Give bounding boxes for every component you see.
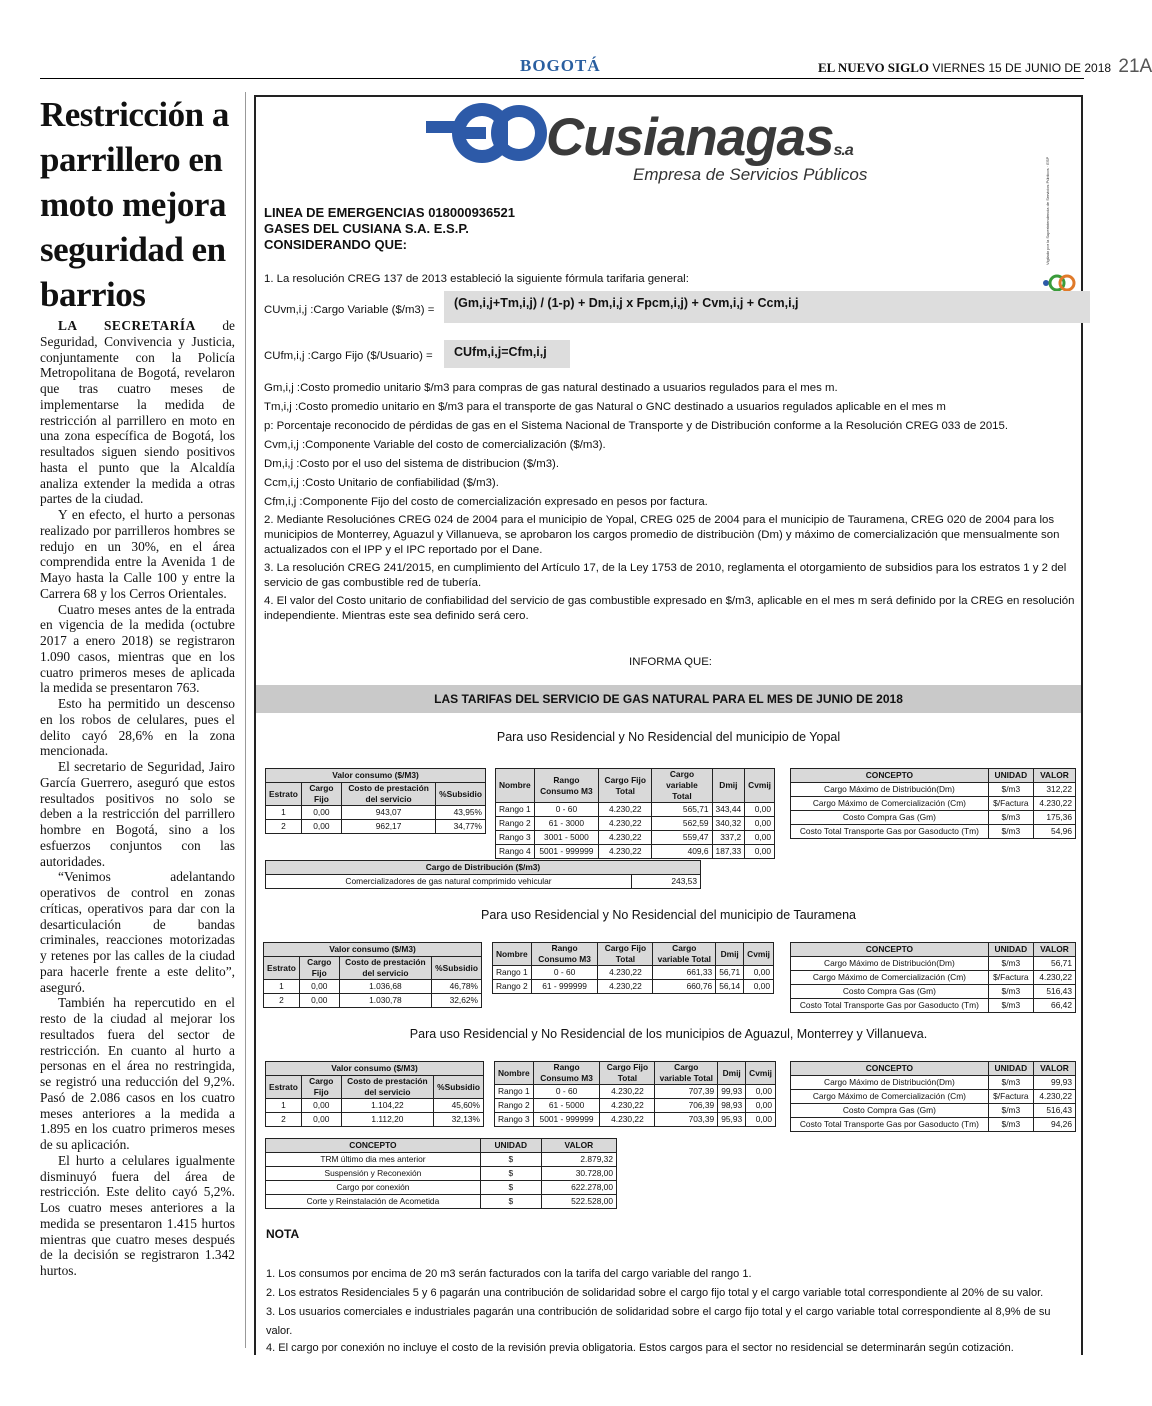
table-row: 1 0,00 1.104,22 45,60% [266, 1099, 484, 1113]
emergency-block [264, 205, 515, 253]
table-row: Cargo Máximo de Distribución(Dm) $/m3 99,93 [791, 1076, 1076, 1090]
table-row: 2 0,00 962,17 34,77% [266, 820, 486, 834]
definition: Dm,i,j :Costo por el uso del sistema de distribucion ($/m3). [264, 458, 560, 470]
aguazul-rangos-table: Nombre Rango Consumo M3 Cargo Fijo Total Cargo variable Total Dmij Cvmij Rango 1 0 - 60 4.230,22 707,39 99,93 0,00 Rango 2 61 - 5000 4.230,22 706,39 98,93 0,00 Rango 3 5001 - 999999 4.230,22 703,39 95,93 0,00 [494, 1061, 776, 1127]
table-row: Cargo Máximo de Comercialización (Cm) $/Factura 4.230,22 [791, 971, 1076, 985]
point-4: 4. El valor del Costo unitario de confiabilidad del servicio de gas combustible expresado en $/m3, aplicable en el mes m será definido por la CREG en resolución independiente. Mientras este sea definido será cero. [264, 595, 1075, 622]
table-row: Costo Total Transporte Gas por Gasoducto (Tm) $/m3 54,96 [791, 825, 1076, 839]
notes-list [266, 1265, 1076, 1355]
header-rule [40, 78, 1084, 79]
table-row: 1 0,00 943,07 43,95% [266, 806, 486, 820]
article-paragraph: Y en efecto, el hurto a personas realizado por parrilleros hombres se redujo en un 30%, en el área comprendida entre la Avenida 1 de Mayo hasta la Calle 100 y entre la Carrera 68 y los Cerros Orientales. [40, 507, 235, 601]
yopal-rangos-table: Nombre Rango Consumo M3 Cargo Fijo Total Cargo variable Total Dmij Cvmij Rango 1 0 - 60 4.230,22 565,71 343,44 0,00 Rango 2 61 - 3000 4.230,22 562,59 340,32 0,00 Rango 3 3001 - 5000 4.230,22 559,47 337,2 0,00 Rango 4 5001 - 999999 4.230,22 409,6 187,33 0,00 [495, 768, 775, 859]
table-row: Cargo por conexión $ 622.278,00 [266, 1181, 617, 1195]
company-name: GASES DEL CUSIANA S.A. E.S.P. [264, 221, 469, 236]
column-divider [245, 92, 246, 1348]
table-row: Costo Compra Gas (Gm) $/m3 516,43 [791, 1104, 1076, 1118]
yopal-consumo-table: Valor consumo ($/M3) Estrato Cargo Fijo Costo de prestación del servicio %Subsidio 1 0,00 943,07 43,95% 2 0,00 962,17 34,77% [265, 768, 486, 834]
company-tagline: Empresa de Servicios Públicos [633, 165, 868, 184]
table-row: Costo Total Transporte Gas por Gasoducto (Tm) $/m3 94,26 [791, 1118, 1076, 1132]
table-row: 2 0,00 1.112,20 32,13% [266, 1113, 484, 1127]
considerando: CONSIDERANDO QUE: [264, 237, 408, 252]
nota-heading: NOTA [266, 1227, 300, 1241]
article-paragraph: El secretario de Seguridad, Jairo García Guerrero, aseguró que estos resultados positivos no solo se deben a la restricción del parrillero hombre en Bogotá, sino a los esfuerzos conjuntos con las autoridades. [40, 759, 235, 869]
article-paragraph: Esto ha permitido un descenso en los robos de celulares, pues el delito cayó 28,6% en la zona mencionada. [40, 696, 235, 759]
aguazul-conceptos-table: CONCEPTO UNIDAD VALOR Cargo Máximo de Distribución(Dm) $/m3 99,93 Cargo Máximo de Comercialización (Cm) $/Factura 4.230,22 Costo Compra Gas (Gm) $/m3 516,43 Costo Total Transporte Gas por Gasoducto (Tm) $/m3 94,26 [790, 1061, 1076, 1132]
seal-text: Vigilado por la Superintendencia de Servicios Públicos · ESP [1045, 156, 1050, 265]
table-row: 2 0,00 1.030,78 32,62% [264, 994, 482, 1008]
article-body [40, 318, 235, 1279]
aguazul-consumo-table: Valor consumo ($/M3) Estrato Cargo Fijo Costo de prestación del servicio %Subsidio 1 0,00 1.104,22 45,60% 2 0,00 1.112,20 32,13% [265, 1061, 484, 1127]
table-row: Cargo Máximo de Comercialización (Cm) $/Factura 4.230,22 [791, 797, 1076, 811]
formula-variable: (Gm,i,j+Tm,i,j) / (1-p) + Dm,i,j x Fpcm,i,j) + Cvm,i,j + Ccm,i,j [444, 291, 1090, 323]
definition: p: Porcentaje reconocido de pérdidas de gas en el Sistema Nacional de Transporte y de Distribución conforme a la Resolución CREG 033 de 2015. [264, 420, 1008, 432]
yopal-distribucion-table: Cargo de Distribución ($/m3) Comercializadores de gas natural comprimido vehicular 243,53 [265, 860, 701, 889]
definition: Tm,i,j :Costo promedio unitario en $/m3 para el transporte de gas Natural o GNC destinado a usuarios regulados aplicable en el mes m [264, 401, 946, 413]
emergency-line: LINEA DE EMERGENCIAS 018000936521 [264, 205, 515, 220]
informa-que: INFORMA QUE: [629, 656, 712, 668]
article-paragraph: El hurto a celulares igualmente disminuyó fuera del área de restricción. Este delito cayó 5,2%. Los cuatro meses anteriores a la medida se presentaron 1.415 hurtos mientras que cuatro meses después de la decisión se registraron 1.342 hurtos. [40, 1152, 235, 1278]
table-row: Rango 1 0 - 60 4.230,22 661,33 56,71 0,00 [493, 966, 774, 980]
tauramena-consumo-table: Valor consumo ($/M3) Estrato Cargo Fijo Costo de prestación del servicio %Subsidio 1 0,00 1.036,68 46,78% 2 0,00 1.030,78 32,62% [263, 942, 482, 1008]
table-row: Suspensión y Reconexión $ 30.728,00 [266, 1167, 617, 1181]
cusianagas-notice [254, 95, 1083, 1355]
section-title: BOGOTÁ [520, 56, 601, 75]
definition: Cfm,i,j :Componente Fijo del costo de comercialización expresado en pesos por factura. [264, 496, 708, 508]
table-row: Costo Compra Gas (Gm) $/m3 175,36 [791, 811, 1076, 825]
note-item: 2. Los estratos Residenciales 5 y 6 pagarán una contribución de solidaridad sobre el cargo fijo total y el cargo variable total correspondiente al 20% de su valor. [266, 1287, 1044, 1299]
note-item: 1. Los consumos por encima de 20 m3 serán facturados con la tarifa del cargo variable del rango 1. [266, 1268, 752, 1280]
article-headline: Restricción a parrillero en moto mejora seguridad en barrios [40, 95, 229, 314]
tauramena-rangos-table: Nombre Rango Consumo M3 Cargo Fijo Total Cargo variable Total Dmij Cvmij Rango 1 0 - 60 4.230,22 661,33 56,71 0,00 Rango 2 61 - 999999 4.230,22 660,76 56,14 0,00 [492, 942, 774, 994]
tariff-banner: LAS TARIFAS DEL SERVICIO DE GAS NATURAL PARA EL MES DE JUNIO DE 2018 [256, 685, 1081, 713]
table-row: Comercializadores de gas natural comprimido vehicular 243,53 [266, 875, 701, 889]
aguazul-title: Para uso Residencial y No Residencial de los municipios de Aguazul, Monterrey y Villanueva. [409, 1027, 928, 1041]
page-number: 21A [1118, 56, 1152, 77]
other-charges-table: CONCEPTO UNIDAD VALOR TRM último dia mes anterior $ 2.879,32 Suspensión y Reconexión $ 30.728,00 Cargo por conexión $ 622.278,00 Corte y Reinstalación de Acometida $ 522.528,00 [265, 1138, 617, 1209]
formula-fixed: CUfm,i,j=Cfm,i,j [444, 340, 570, 368]
article-paragraph: LA SECRETARÍA de Seguridad, Convivencia y Justicia, conjuntamente con la Policía Metropolitana de Bogotá, revelaron que tras cuatro meses de implementarse la medida de restricción al parrillero en moto en una zona específica de Bogotá, los resultados siguen siendo positivos hasta el punto que la Alcaldía analiza extender la medida a otras partes de la ciudad. [40, 318, 235, 507]
table-row: TRM último dia mes anterior $ 2.879,32 [266, 1153, 617, 1167]
note-item: 4. El cargo por conexión no incluye el costo de la revisión previa obligatoria. Estos cargos para el sector no residencial se determinarán según cotización. [266, 1342, 1014, 1354]
superintendencia-seal [1043, 156, 1051, 267]
tauramena-conceptos-table: CONCEPTO UNIDAD VALOR Cargo Máximo de Distribución(Dm) $/m3 56,71 Cargo Máximo de Comercialización (Cm) $/Factura 4.230,22 Costo Compra Gas (Gm) $/m3 516,43 Costo Total Transporte Gas por Gasoducto (Tm) $/m3 66,42 [790, 942, 1076, 1013]
company-logo-text: Cusianagass.a [546, 108, 853, 167]
note-item: 3. Los usuarios comerciales e industriales pagarán una contribución de solidaridad sobre el cargo fijo total y el cargo variable total correspondiente al 8,9% de su valor. [266, 1306, 1051, 1337]
table-row: Costo Total Transporte Gas por Gasoducto (Tm) $/m3 66,42 [791, 999, 1076, 1013]
yopal-conceptos-table: CONCEPTO UNIDAD VALOR Cargo Máximo de Distribución(Dm) $/m3 312,22 Cargo Máximo de Comercialización (Cm) $/Factura 4.230,22 Costo Compra Gas (Gm) $/m3 175,36 Costo Total Transporte Gas por Gasoducto (Tm) $/m3 54,96 [790, 768, 1076, 839]
article-paragraph: Cuatro meses antes de la entrada en vigencia de la medida (octubre 2017 a enero 2018) se registraron 1.090 casos, mientras que en los cuatro primeros meses de aplicada la medida se presentaron 763. [40, 601, 235, 696]
table-row: Rango 3 3001 - 5000 4.230,22 559,47 337,2 0,00 [496, 831, 775, 845]
table-row: Rango 1 0 - 60 4.230,22 565,71 343,44 0,00 [496, 803, 775, 817]
table-row: Rango 3 5001 - 999999 4.230,22 703,39 95,93 0,00 [495, 1113, 776, 1127]
article-paragraph: También ha repercutido en el resto de la ciudad al mejorar los resultados fuera del sector de restricción. En cuanto al hurto a personas en el área no restringida, se registró una reducción del 9,2%. Pasó de 2.086 casos en los cuatro meses anteriores a la medida a 1.895 en los cuatro primeros meses de su aplicación. [40, 995, 235, 1152]
definitions [264, 381, 1079, 624]
table-row: Corte y Reinstalación de Acometida $ 522.528,00 [266, 1195, 617, 1209]
issue-date: VIERNES 15 DE JUNIO DE 2018 [932, 61, 1112, 75]
paper-name: EL NUEVO SIGLO [818, 60, 929, 75]
table-row: Rango 2 61 - 5000 4.230,22 706,39 98,93 0,00 [495, 1099, 776, 1113]
article-lead: LA SECRETARÍA [58, 318, 196, 333]
table-row: Rango 2 61 - 999999 4.230,22 660,76 56,14 0,00 [493, 980, 774, 994]
article-paragraph: “Venimos adelantando operativos de control en zonas críticas, operativos para dar con la desarticulación de bandas criminales, reacciones motorizadas y retenes por las calles de la ciudad para hacerle frente a este delito”, aseguró. [40, 869, 235, 995]
point-1: 1. La resolución CREG 137 de 2013 estableció la siguiente fórmula tarifaria general: [264, 273, 689, 285]
definition: Gm,i,j :Costo promedio unitario $/m3 para compras de gas natural destinado a usuarios regulados para el mes m. [264, 382, 838, 394]
table-row: Rango 1 0 - 60 4.230,22 707,39 99,93 0,00 [495, 1085, 776, 1099]
table-row: 1 0,00 1.036,68 46,78% [264, 980, 482, 994]
definition: Cvm,i,j :Componente Variable del costo de comercialización ($/m3). [264, 439, 606, 451]
gas-logo-icon [424, 101, 549, 165]
masthead [818, 56, 1152, 78]
table-row: Rango 4 5001 - 999999 4.230,22 409,6 187,33 0,00 [496, 845, 775, 859]
definition: Ccm,i,j :Costo Unitario de confiabilidad ($/m3). [264, 477, 499, 489]
tauramena-title: Para uso Residencial y No Residencial del municipio de Tauramena [481, 908, 856, 922]
point-2: 2. Mediante Resoluciónes CREG 024 de 2004 para el municipio de Yopal, CREG 025 de 2004 para el municipio de Tauramena, CREG 020 de 2004 para los municipios de Monterrey, Aguazul y Villanueva, se aprobaron los cargos promedio de distribuciòn (Dm) y máximo de comercialización que mensualmente son actualizados con el IPP y el IPC reportado por el Dane. [264, 514, 1060, 556]
formula-variable-label: CUvm,i,j :Cargo Variable ($/m3) = [264, 304, 435, 316]
table-row: Cargo Máximo de Comercialización (Cm) $/Factura 4.230,22 [791, 1090, 1076, 1104]
yopal-title: Para uso Residencial y No Residencial del municipio de Yopal [496, 730, 841, 744]
table-row: Rango 2 61 - 3000 4.230,22 562,59 340,32 0,00 [496, 817, 775, 831]
table-row: Cargo Máximo de Distribución(Dm) $/m3 312,22 [791, 783, 1076, 797]
table-row: Costo Compra Gas (Gm) $/m3 516,43 [791, 985, 1076, 999]
formula-fixed-label: CUfm,i,j :Cargo Fijo ($/Usuario) = [264, 350, 433, 362]
table-row: Cargo Máximo de Distribución(Dm) $/m3 56,71 [791, 957, 1076, 971]
point-3: 3. La resolución CREG 241/2015, en cumplimiento del Artículo 17, de la Ley 1753 de 2010, reglamenta el otorgamiento de subsidios para los estratos 1 y 2 del servicio de gas combustible red de tubería. [264, 562, 1067, 589]
